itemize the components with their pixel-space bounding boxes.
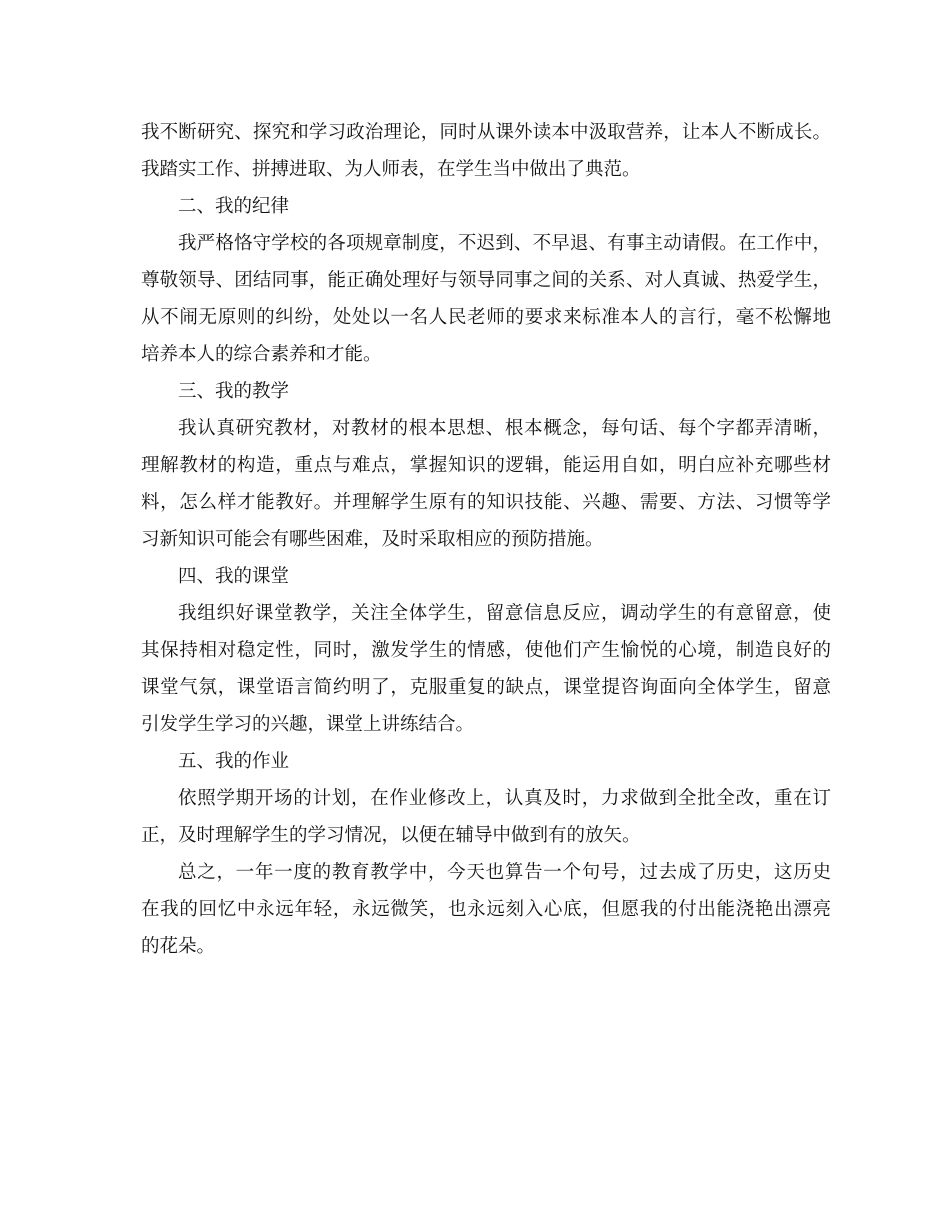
text-line: 我严格恪守学校的各项规章制度，不迟到、不早退、有事主动请假。在工作中， [178,233,831,254]
text-line: 尊敬领导、团结同事，能正确处理好与领导同事之间的关系、对人真诚、热爱学生， [141,270,831,291]
text-line: 料，怎么样才能教好。并理解学生原有的知识技能、兴趣、需要、方法、习惯等学 [141,492,831,513]
text-line: 四、我的课堂 [178,566,290,587]
text-line: 二、我的纪律 [178,196,290,217]
text-line: 三、我的教学 [178,381,290,402]
text-line: 课堂气氛，课堂语言简约明了，克服重复的缺点，课堂提咨询面向全体学生，留意 [141,677,831,698]
text-line: 我不断研究、探究和学习政治理论，同时从课外读本中汲取营养，让本人不断成长。 [141,122,831,143]
text-line: 我踏实工作、拼搏进取、为人师表，在学生当中做出了典范。 [141,159,641,180]
text-line: 在我的回忆中永远年轻，永远微笑，也永远刻入心底，但愿我的付出能浇艳出漂亮 [141,899,831,920]
text-line: 我组织好课堂教学，关注全体学生，留意信息反应，调动学生的有意留意，使 [178,603,831,624]
text-line: 五、我的作业 [178,751,290,772]
text-line: 我认真研究教材，对教材的根本思想、根本概念，每句话、每个字都弄清晰， [178,418,831,439]
text-line: 理解教材的构造，重点与难点，掌握知识的逻辑，能运用自如，明白应补充哪些材 [141,455,831,476]
text-line: 其保持相对稳定性，同时，激发学生的情感，使他们产生愉悦的心境，制造良好的 [141,640,831,661]
text-line: 的花朵。 [141,936,216,957]
text-line: 引发学生学习的兴趣，课堂上讲练结合。 [141,714,475,735]
text-line: 培养本人的综合素养和才能。 [141,344,382,365]
text-line: 依照学期开场的计划，在作业修改上，认真及时，力求做到全批全改，重在订 [178,788,831,809]
text-line: 从不闹无原则的纠纷，处处以一名人民老师的要求来标准本人的言行，毫不松懈地 [141,307,831,328]
text-line: 习新知识可能会有哪些困难，及时采取相应的预防措施。 [141,529,604,550]
text-line: 正，及时理解学生的学习情况，以便在辅导中做到有的放矢。 [141,825,641,846]
text-line: 总之，一年一度的教育教学中，今天也算告一个句号，过去成了历史，这历史 [178,862,831,883]
document-body [141,114,831,965]
